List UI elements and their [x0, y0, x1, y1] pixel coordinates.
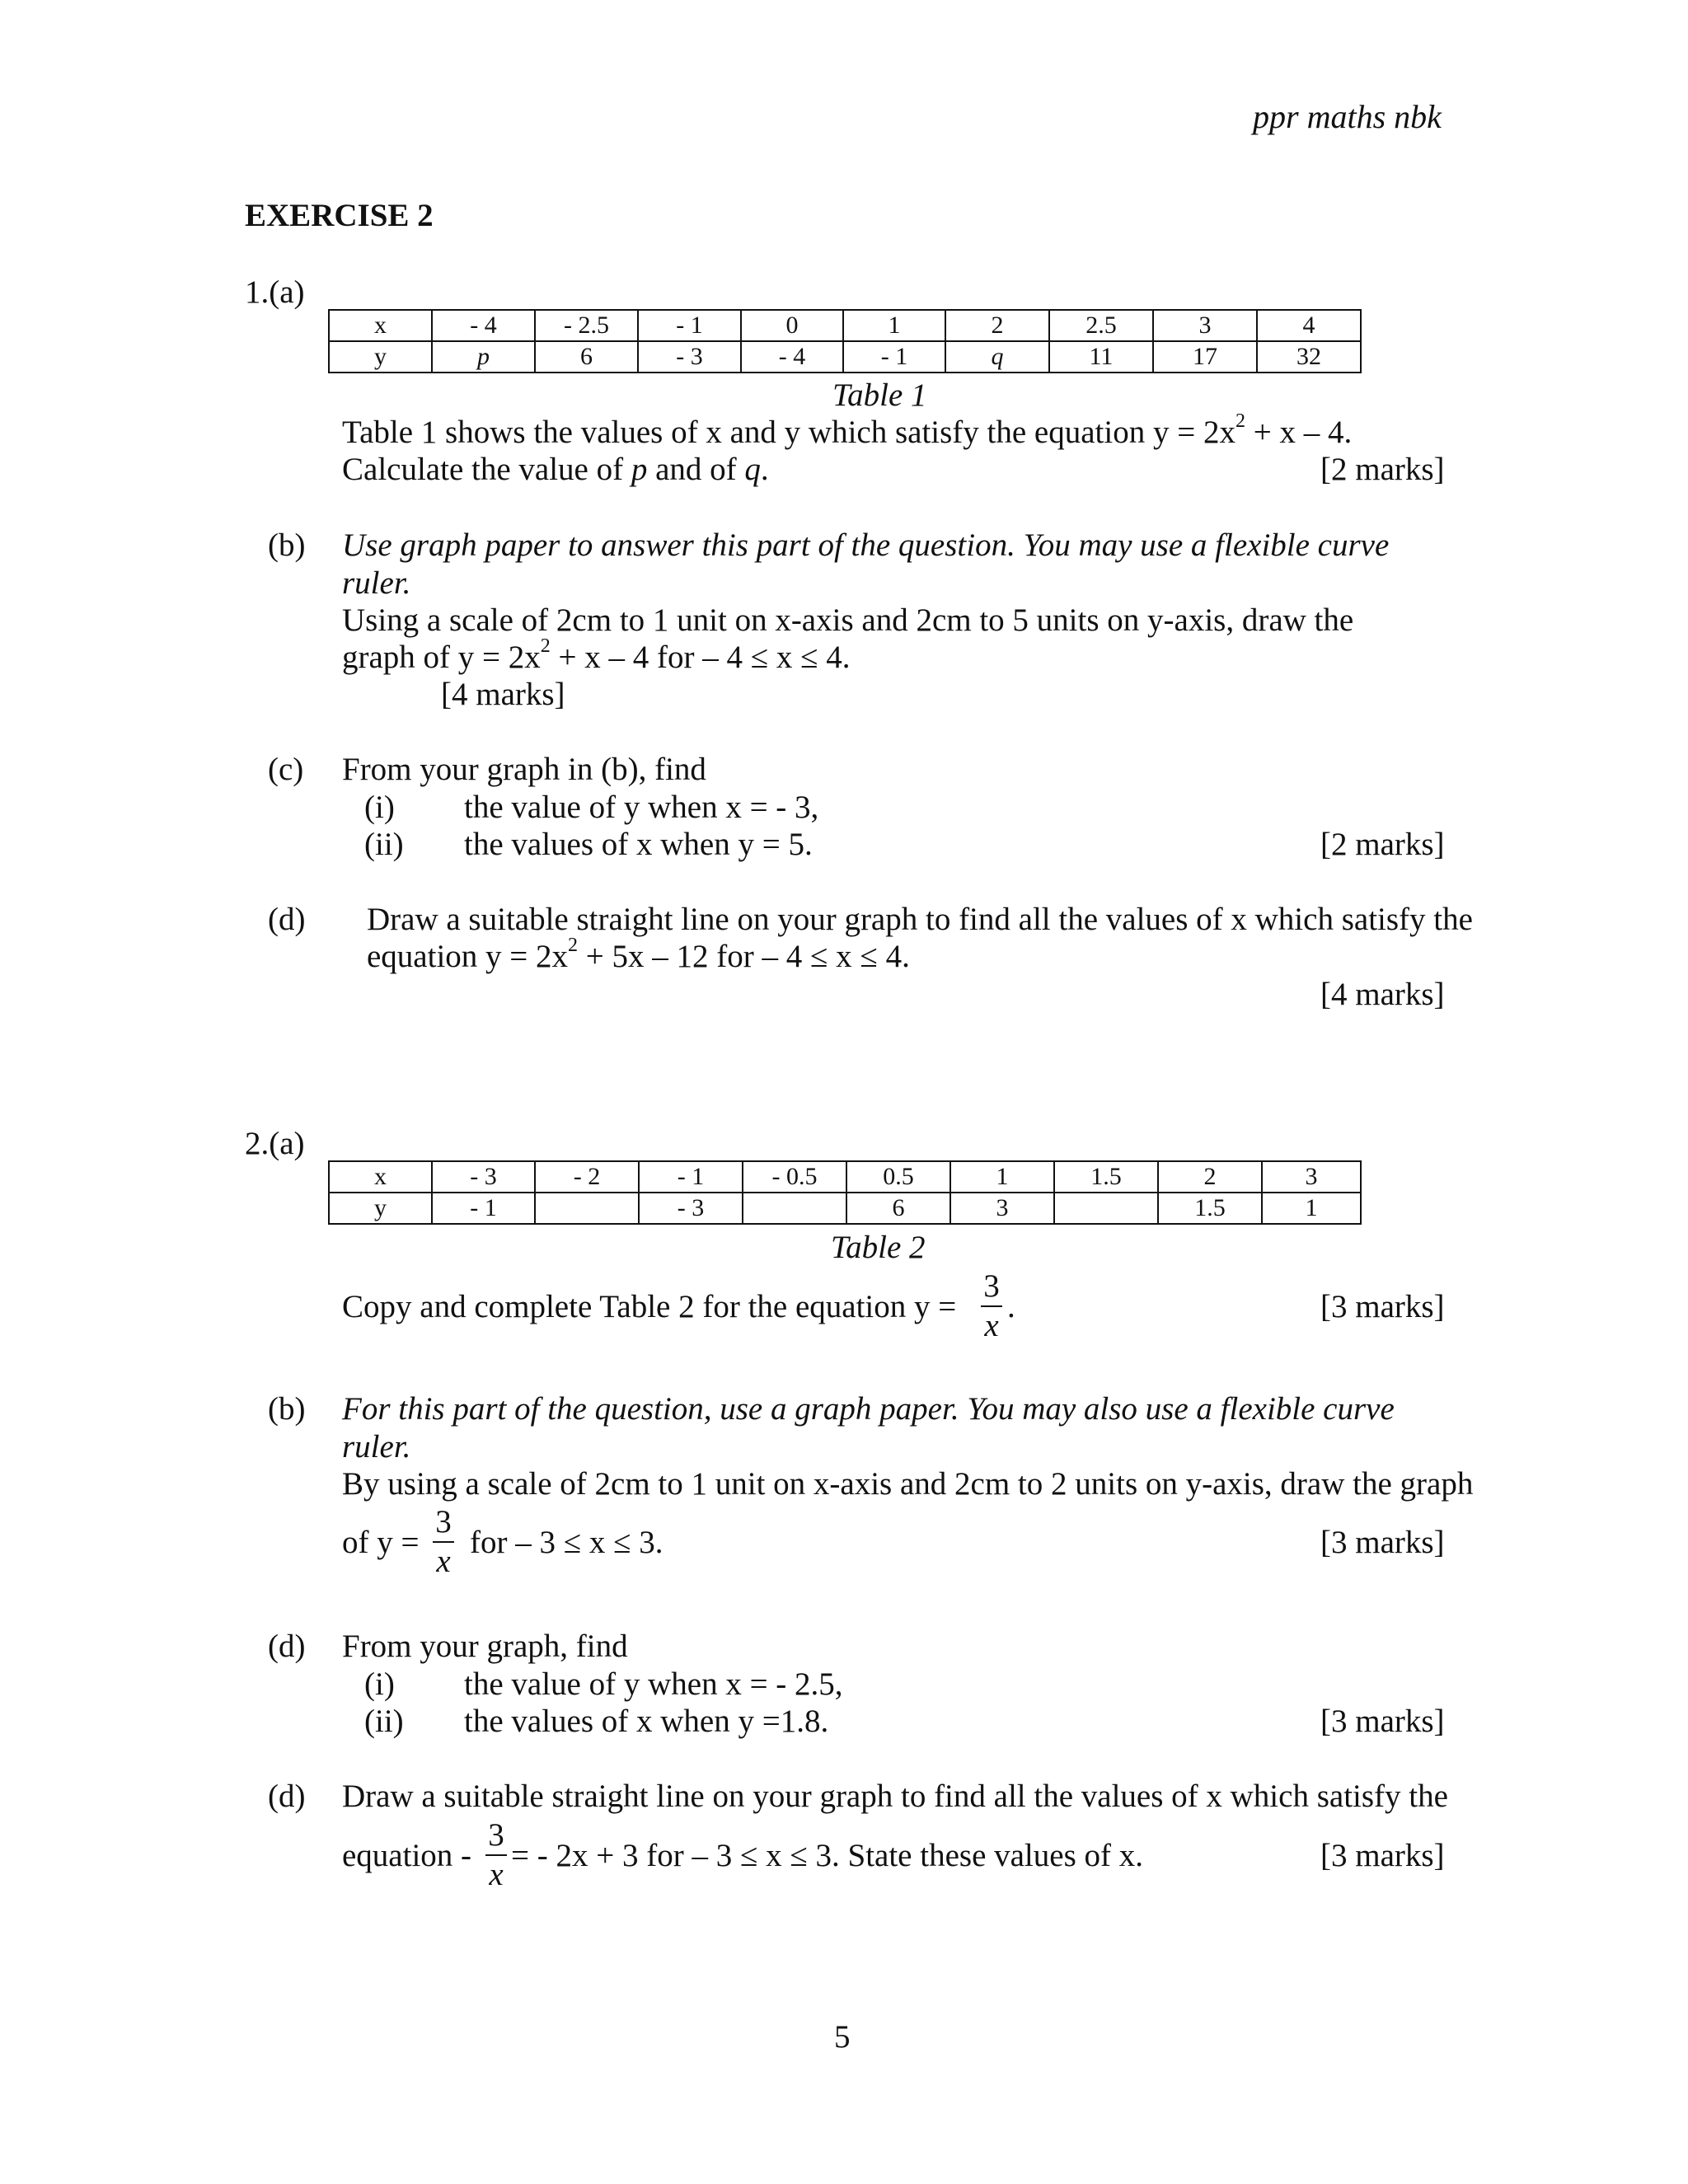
q2-a-period: .	[1007, 1289, 1015, 1324]
q1-b-label: (b)	[268, 527, 306, 563]
text: + x – 4.	[1245, 415, 1353, 450]
q1-b-line2: ruler.	[342, 565, 411, 601]
fraction-numerator: 3	[435, 1504, 452, 1540]
table-cell: 6	[535, 341, 638, 373]
q1-d-label: (d)	[268, 902, 306, 937]
fraction-denominator: x	[489, 1857, 504, 1892]
table-cell: - 2.5	[535, 310, 638, 341]
text: graph of y = 2x	[342, 640, 541, 675]
table-cell: 3	[1153, 310, 1257, 341]
text: + x – 4 for – 4 ≤ x ≤ 4.	[550, 640, 851, 675]
q1-c-ii-text: the values of x when y = 5.	[464, 827, 813, 862]
table-cell: - 3	[639, 1193, 743, 1224]
q2-c-ii-text: the values of x when y =1.8.	[464, 1704, 829, 1739]
q2-a-marks: [3 marks]	[1320, 1289, 1445, 1324]
q1-c-ii-label: (ii)	[364, 827, 404, 862]
q2-b-line2: ruler.	[342, 1429, 411, 1465]
fraction-denominator: x	[984, 1308, 999, 1343]
table-cell: - 1	[843, 341, 945, 373]
q2-c-label: (d)	[268, 1629, 306, 1664]
fraction-numerator: 3	[983, 1268, 1000, 1304]
q1-d-line1: Draw a suitable straight line on your graph to find all the values of x which satisfy the	[367, 902, 1473, 937]
table-row-y	[329, 1193, 1361, 1224]
table-cell: x	[329, 310, 432, 341]
table-cell: 17	[1153, 341, 1257, 373]
q1-table-caption: Table 1	[832, 377, 927, 413]
table-row-x	[329, 1161, 1361, 1193]
q2-c-ii-label: (ii)	[364, 1704, 404, 1739]
text: and of	[647, 452, 745, 487]
table-cell: - 2	[535, 1161, 639, 1193]
q1-label: 1.(a)	[245, 274, 305, 310]
q1-values-table	[328, 309, 1362, 373]
q2-d-line1: Draw a suitable straight line on your graph to find all the values of x which satisfy the	[342, 1779, 1448, 1814]
fraction-3-over-x	[978, 1269, 1006, 1343]
text: + 5x – 12 for – 4 ≤ x ≤ 4.	[578, 939, 910, 974]
text: q	[744, 452, 761, 487]
q2-b-line4-pre: of y =	[342, 1525, 420, 1560]
q2-c-marks: [3 marks]	[1320, 1704, 1445, 1739]
table-cell: - 4	[741, 341, 843, 373]
table-cell: q	[945, 341, 1049, 373]
q1-b-line4	[342, 635, 851, 675]
fraction-3-over-x	[482, 1818, 510, 1892]
table-cell: p	[432, 341, 535, 373]
table-cell: - 1	[638, 310, 741, 341]
table-cell: - 1	[432, 1193, 535, 1224]
q2-d-label: (d)	[268, 1779, 306, 1814]
q1-b-marks: [4 marks]	[441, 677, 565, 712]
table-cell	[535, 1193, 639, 1224]
table-cell: 2	[1158, 1161, 1262, 1193]
table-cell: 4	[1257, 310, 1361, 341]
text: Table 1 shows the values of x and y which satisfy the equation y = 2x	[342, 415, 1236, 450]
table-cell: 6	[846, 1193, 950, 1224]
q2-b-line4-post: for – 3 ≤ x ≤ 3.	[470, 1525, 663, 1560]
page-number: 5	[834, 2019, 851, 2055]
table-cell: - 4	[432, 310, 535, 341]
table-cell: 0	[741, 310, 843, 341]
q1-c-i-text: the value of y when x = - 3,	[464, 790, 819, 825]
text: p	[631, 452, 648, 487]
q2-c-line1: From your graph, find	[342, 1629, 628, 1664]
table-cell	[743, 1193, 846, 1224]
fraction-denominator: x	[436, 1544, 451, 1579]
q2-values-table	[328, 1160, 1362, 1225]
table-cell: 0.5	[846, 1161, 950, 1193]
q2-c-i-label: (i)	[364, 1666, 395, 1702]
table-cell: 11	[1049, 341, 1153, 373]
table-cell: 1.5	[1158, 1193, 1262, 1224]
table-cell	[1054, 1193, 1158, 1224]
q2-d-line2-pre: equation -	[342, 1838, 472, 1873]
table-cell: 3	[950, 1193, 1054, 1224]
table-row-x	[329, 310, 1361, 341]
fraction-numerator: 3	[488, 1817, 504, 1853]
superscript: 2	[540, 635, 551, 657]
text: equation y = 2x	[367, 939, 569, 974]
q2-b-label: (b)	[268, 1391, 306, 1427]
q1-c-label: (c)	[268, 752, 304, 787]
q2-label: 2.(a)	[245, 1126, 305, 1161]
table-cell: y	[329, 1193, 432, 1224]
q1-d-line2	[367, 935, 910, 974]
table-cell: x	[329, 1161, 432, 1193]
fraction-3-over-x	[429, 1505, 457, 1579]
table-cell: y	[329, 341, 432, 373]
running-header: ppr maths nbk	[1253, 98, 1442, 135]
q1-b-line1: Use graph paper to answer this part of the question. You may use a flexible curve	[342, 527, 1390, 563]
q1-a-marks: [2 marks]	[1320, 452, 1445, 487]
table-cell: 1.5	[1054, 1161, 1158, 1193]
q1-c-line1: From your graph in (b), find	[342, 752, 706, 787]
table-cell: - 3	[432, 1161, 535, 1193]
fraction-bar	[433, 1541, 454, 1543]
table-cell: - 0.5	[743, 1161, 846, 1193]
table-cell: 2	[945, 310, 1049, 341]
q1-b-line3: Using a scale of 2cm to 1 unit on x-axis and 2cm to 5 units on y-axis, draw the	[342, 602, 1354, 638]
table-cell: 32	[1257, 341, 1361, 373]
q2-c-i-text: the value of y when x = - 2.5,	[464, 1666, 843, 1702]
fraction-bar	[485, 1854, 507, 1856]
q1-c-marks: [2 marks]	[1320, 827, 1445, 862]
q2-d-line2-post: = - 2x + 3 for – 3 ≤ x ≤ 3. State these values of x.	[511, 1838, 1143, 1873]
q1-a-line1	[342, 410, 1353, 450]
q1-d-marks: [4 marks]	[1320, 977, 1445, 1012]
table-cell: - 1	[639, 1161, 743, 1193]
fraction-bar	[981, 1305, 1002, 1307]
table-cell: 3	[1262, 1161, 1361, 1193]
text: .	[760, 452, 769, 487]
q2-b-marks: [3 marks]	[1320, 1525, 1445, 1560]
superscript: 2	[568, 935, 579, 956]
superscript: 2	[1235, 410, 1245, 432]
q2-b-line3: By using a scale of 2cm to 1 unit on x-axis and 2cm to 2 units on y-axis, draw the graph	[342, 1466, 1474, 1502]
table-row-y	[329, 341, 1361, 373]
table-cell: 2.5	[1049, 310, 1153, 341]
table-cell: 1	[843, 310, 945, 341]
table-cell: 1	[1262, 1193, 1361, 1224]
q2-table-caption: Table 2	[831, 1230, 926, 1265]
q2-d-marks: [3 marks]	[1320, 1838, 1445, 1873]
text: Calculate the value of	[342, 452, 631, 487]
exercise-title: EXERCISE 2	[245, 198, 434, 233]
table-cell: 1	[950, 1161, 1054, 1193]
q2-b-line1: For this part of the question, use a graph paper. You may also use a flexible curve	[342, 1391, 1395, 1427]
q2-a-text: Copy and complete Table 2 for the equation y =	[342, 1289, 957, 1324]
q1-c-i-label: (i)	[364, 790, 395, 825]
table-cell: - 3	[638, 341, 741, 373]
q1-a-line2	[342, 453, 769, 485]
